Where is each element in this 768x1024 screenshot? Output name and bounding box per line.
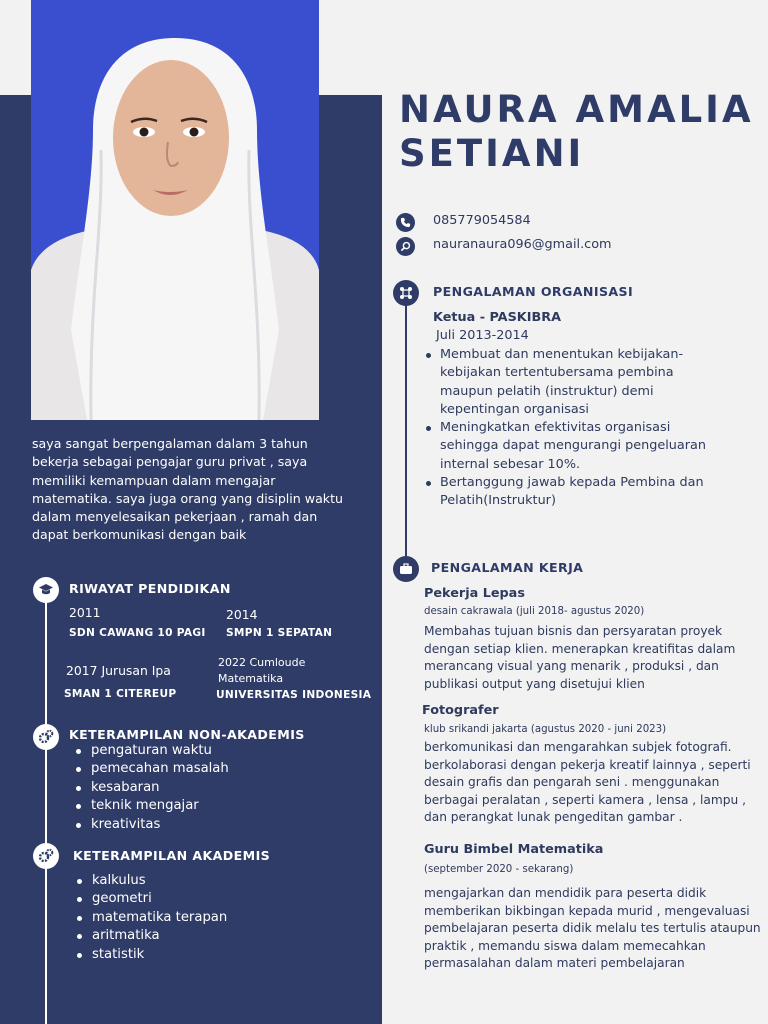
page-title: NAURA AMALIA SETIANI [399,88,754,175]
education-title: RIWAYAT PENDIDIKAN [69,581,231,596]
education-school: SMAN 1 CITEREUP [64,688,177,700]
education-school: SDN CAWANG 10 PAGI [69,627,206,639]
non-academic-skills-title: KETERAMPILAN NON-AKADEMIS [69,727,305,742]
job-title: Guru Bimbel Matematika [424,842,604,857]
list-item: aritmatika [76,927,227,945]
organization-role: Ketua - PASKIBRA [433,310,561,325]
right-timeline-line [405,292,407,568]
job-meta: klub srikandi jakarta (agustus 2020 - juni 2023) [424,724,667,735]
graduation-cap-icon [33,577,59,603]
list-item: matematika terapan [76,909,227,927]
non-academic-skills-list [75,742,229,834]
organization-duties [425,346,725,511]
list-item: teknik mengajar [75,797,229,815]
list-item: Membuat dan menentukan kebijakan-kebijakan tertentubersama pembina maupun pelatih (instruktur) demi kepentingan organisasi [425,346,725,419]
organization-period: Juli 2013-2014 [436,328,529,343]
list-item: pengaturan waktu [75,742,229,760]
job-description: Membahas tujuan bisnis dan persyaratan proyek dengan setiap klien. menerapkan kreatifitas dalam merancang visual yang menarik , produksi , dan publikasi output yang disetujui klien [424,624,736,691]
phone-icon [396,213,415,232]
education-detail: Matematika [218,672,284,685]
list-item: kreativitas [75,816,229,834]
job-meta: desain cakrawala (juli 2018- agustus 2020) [424,606,645,617]
left-timeline-line [45,598,47,1024]
list-item: Meningkatkan efektivitas organisasi sehingga dapat mengurangi pengeluaran internal sebesar 10%. [425,419,725,474]
education-school: UNIVERSITAS INDONESIA [216,689,372,701]
briefcase-icon [393,556,419,582]
organization-title: PENGALAMAN ORGANISASI [433,284,634,299]
list-item: pemecahan masalah [75,760,229,778]
job-title: Pekerja Lepas [424,586,525,601]
job-title: Fotografer [422,703,499,718]
search-icon [396,237,415,256]
gears-icon [33,724,59,750]
phone-number: 085779054584 [433,213,531,228]
academic-skills-title: KETERAMPILAN AKADEMIS [73,848,271,863]
list-item: statistik [76,946,227,964]
network-icon [393,280,419,306]
list-item: kesabaran [75,779,229,797]
education-year: 2011 [69,605,101,620]
work-title: PENGALAMAN KERJA [431,560,584,575]
education-year: 2017 Jurusan Ipa [66,663,171,678]
job-description: mengajarkan dan mendidik para peserta didik memberikan bikbingan kepada murid , mengevaluasi pembelajaran peserta didik melalu tes tertulis ataupun praktik , memandu siswa dalam memecahkan permasalahan dalam materi pembelajaran [424,886,761,971]
education-year: 2022 Cumloude [218,656,306,669]
profile-photo [31,0,319,420]
about-text: saya sangat berpengalaman dalam 3 tahun bekerja sebagai pengajar guru privat , saya memiliki kemampuan dalam mengajar matematika. saya juga orang yang disiplin waktu dalam menyelesaikan pekerjaan , ramah dan dapat berkomunikasi dengan baik [32,436,344,543]
education-school: SMPN 1 SEPATAN [226,627,333,639]
list-item: Bertanggung jawab kepada Pembina dan Pelatih(Instruktur) [425,474,725,511]
list-item: geometri [76,890,227,908]
academic-skills-list [76,872,227,964]
job-meta: (september 2020 - sekarang) [424,864,574,875]
job-description: berkomunikasi dan mengarahkan subjek fotografi. berkolaborasi dengan pekerja kreatif lainnya , seperti desain grafis dan pengarah seni . menggunakan berbagai peralatan , seperti kamera , lensa , lampu , dan perangkat lunak pengeditan gambar . [424,740,751,825]
gears-icon [33,843,59,869]
education-year: 2014 [226,607,258,622]
email-address: nauranaura096@gmail.com [433,237,612,252]
list-item: kalkulus [76,872,227,890]
